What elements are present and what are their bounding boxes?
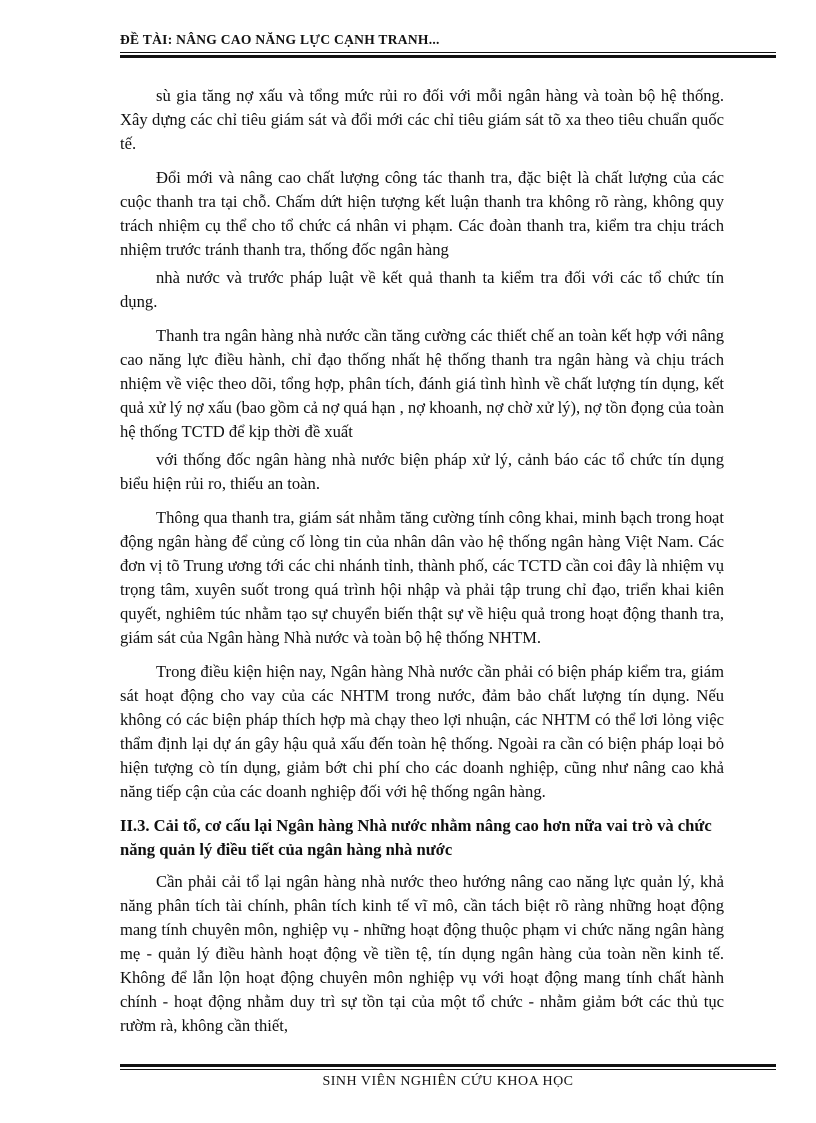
paragraph-5: với thống đốc ngân hàng nhà nước biện pháp xử lý, cảnh báo các tổ chức tín dụng biểu hiện rủi ro, thiếu an toàn.: [120, 450, 724, 493]
paragraph-1: sù gia tăng nợ xấu và tổng mức rủi ro đối với mỗi ngân hàng và toàn bộ hệ thống. Xây dựng các chỉ tiêu giám sát và đổi mới các chỉ tiêu giám sát tõ xa theo tiêu chuẩn quốc tế.: [120, 86, 724, 153]
footer-text: SINH VIÊN NGHIÊN CỨU KHOA HỌC: [322, 1074, 574, 1089]
header-rule-thick: [120, 55, 776, 58]
paragraph-7: Trong điều kiện hiện nay, Ngân hàng Nhà nước cần phải có biện pháp kiểm tra, giám sát hoạt động cho vay của các NHTM trong nước, đảm bảo chất lượng tín dụng. Nếu không có các biện pháp thích hợp mà chạy theo lợi nhuận, các NHTM có thể lơi lỏng việc thẩm định lại dự án gây hậu quả xấu đến toàn hệ thống. Ngoài ra cần có biện pháp loại bỏ hiện tượng cò tín dụng, giảm bớt chi phí cho các doanh nghiệp, cũng như nâng cao khả năng tiếp cận của các doanh nghiệp đối với hệ thống ngân hàng.: [120, 662, 724, 801]
paragraph-6: Thông qua thanh tra, giám sát nhằm tăng cường tính công khai, minh bạch trong hoạt động ngân hàng để củng cố lòng tin của nhân dân vào hệ thống ngân hàng Việt Nam. Các đơn vị tõ Trung ương tới các chi nhánh tỉnh, thành phố, các TCTD cần coi đây là nhiệm vụ trọng tâm, xuyên suốt trong quá trình hội nhập và phải tập trung chỉ đạo, triển khai kiên quyết, nghiêm túc nhằm tạo sự chuyển biến thật sự về hiệu quả trong hoạt động thanh tra, giám sát của Ngân hàng Nhà nước và toàn bộ hệ thống NHTM.: [120, 508, 724, 647]
paragraph-3: nhà nước và trước pháp luật về kết quả thanh ta kiểm tra đối với các tổ chức tín dụng.: [120, 268, 724, 311]
footer-rule-thick: [120, 1064, 776, 1067]
header-rule-thin: [120, 52, 776, 53]
paragraph-2: Đổi mới và nâng cao chất lượng công tác thanh tra, đặc biệt là chất lượng của các cuộc thanh tra tại chỗ. Chấm dứt hiện tượng kết luận thanh tra không rõ ràng, không quy trách nhiệm cụ thể cho tổ chức cá nhân vi phạm. Các đoàn thanh tra, kiểm tra chịu trách nhiệm trước tránh thanh tra, thống đốc ngân hàng: [120, 168, 724, 259]
document-title: ĐỀ TÀI: NÂNG CAO NĂNG LỰC CẠNH TRANH...: [120, 32, 440, 47]
page-header: [120, 30, 776, 58]
page-footer: [120, 1064, 776, 1090]
footer-rule-thin: [120, 1069, 776, 1070]
page-content: [120, 84, 724, 1048]
paragraph-4: Thanh tra ngân hàng nhà nước cần tăng cường các thiết chế an toàn kết hợp với nâng cao năng lực điều hành, chỉ đạo thống nhất hệ thống thanh tra ngân hàng và chịu trách nhiệm về việc theo dõi, tổng hợp, phân tích, đánh giá tình hình về chất lượng tín dụng, kết quả xử lý nợ xấu (bao gồm cả nợ quá hạn , nợ khoanh, nợ chờ xử lý), nợ tồn đọng của toàn hệ thống TCTD để kịp thời đề xuất: [120, 326, 724, 441]
paragraph-8: Cần phải cải tổ lại ngân hàng nhà nước theo hướng nâng cao năng lực quản lý, khả năng phân tích tài chính, phân tích kinh tế vĩ mô, cần tách biệt rõ ràng những hoạt động mang tính chuyên môn, nghiệp vụ - những hoạt động thuộc phạm vi chức năng ngân hàng mẹ - quản lý điều hành hoạt động về tiền tệ, tín dụng ngân hàng của toàn nền kinh tế. Không để lẫn lộn hoạt động chuyên môn nghiệp vụ với hoạt động mang tính chất hành chính - hoạt động nhằm duy trì sự tồn tại của một tổ chức - nhằm giảm bớt các thủ tục rườm rà, không cần thiết,: [120, 872, 724, 1035]
section-heading: II.3. Cải tổ, cơ cấu lại Ngân hàng Nhà nước nhằm nâng cao hơn nữa vai trò và chức năng quản lý điều tiết của ngân hàng nhà nước: [120, 816, 712, 859]
